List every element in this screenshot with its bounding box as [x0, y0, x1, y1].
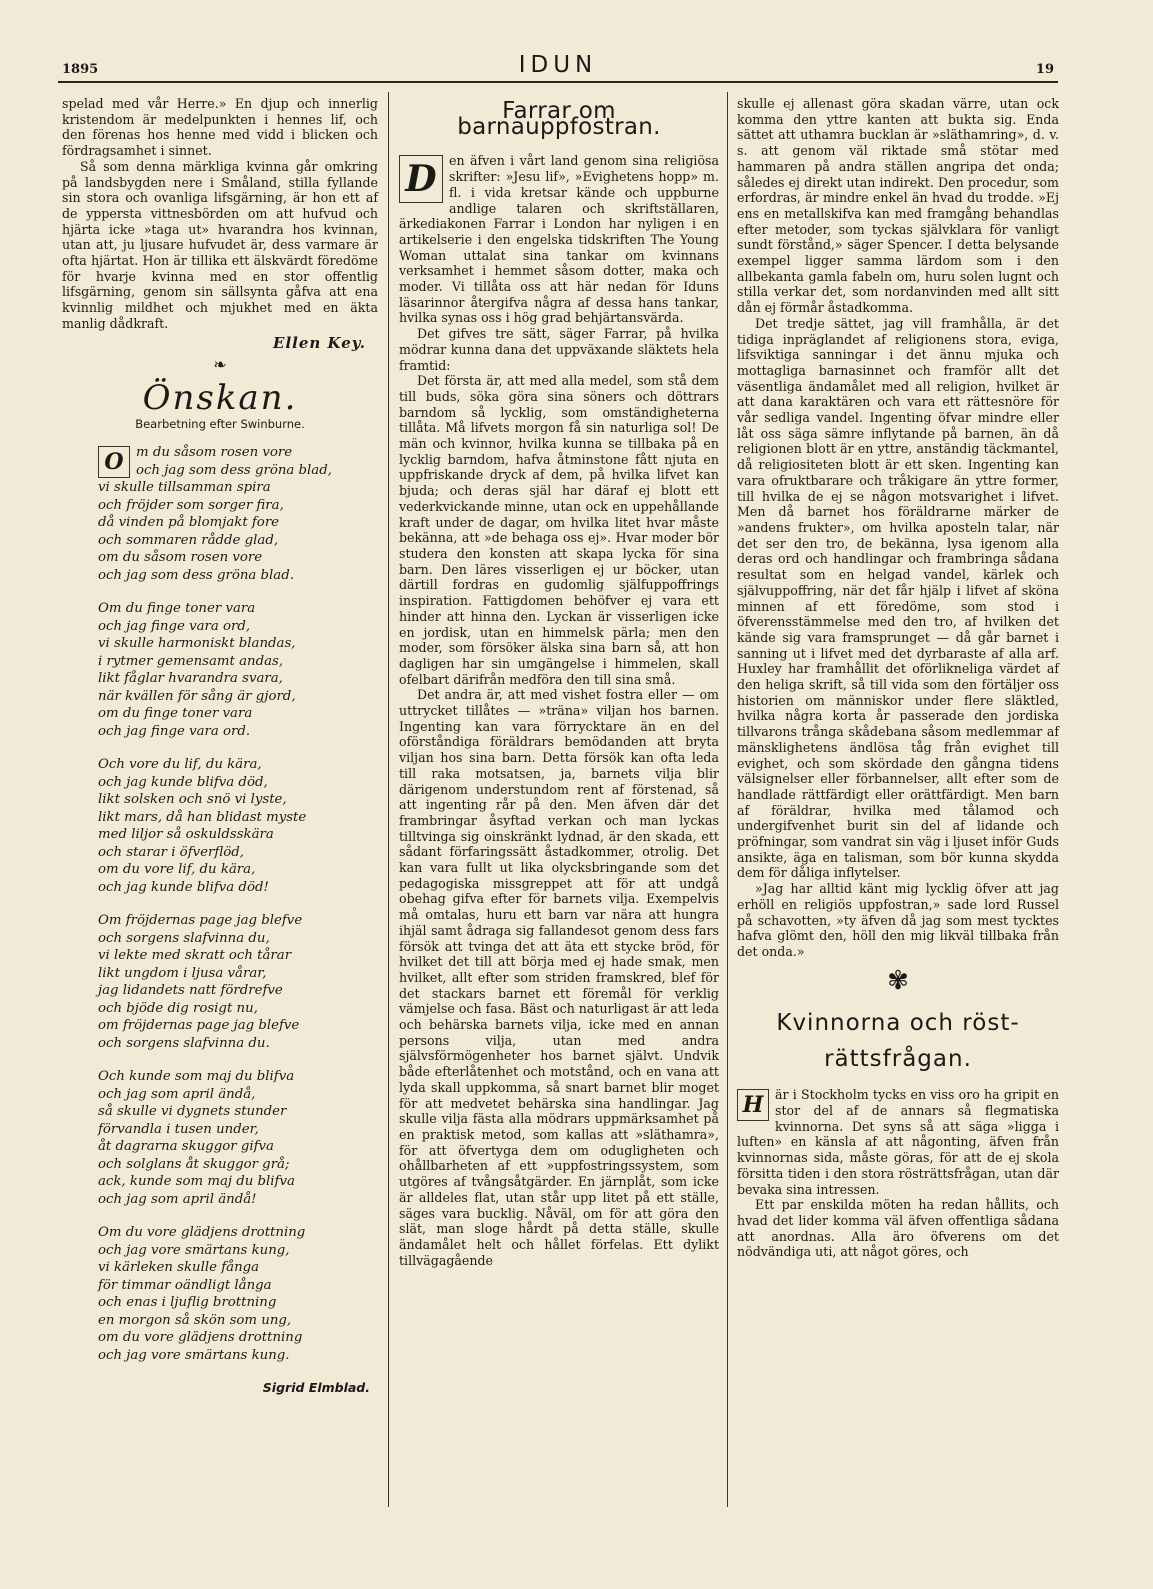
poem-line: och jag som dess gröna blad,: [136, 462, 332, 478]
poem-stanza: [98, 600, 378, 740]
poem-line: om du finge toner vara: [98, 706, 253, 722]
article-title-farrar: Farrar om barnauppfostran.: [457, 98, 661, 140]
poem-line: och jag som april ändå!: [98, 1191, 257, 1207]
header-year: 1895: [62, 62, 99, 77]
article-paragraph: Ett par enskilda möten ha redan hållits, och hvad det lider komma väl äfven offentliga sådana att anordnas. Alla äro öfverens om det nödvändiga uti, att något göres, och: [737, 1197, 1059, 1260]
poem-stanza: [98, 1224, 378, 1364]
poem-line: och jag som dess gröna blad.: [98, 567, 294, 583]
poem-stanza: [98, 912, 378, 1052]
poem-line: och jag finge vara ord,: [98, 618, 251, 634]
poem-line: och enas i ljuflig brottning: [98, 1295, 277, 1311]
header-rule: [58, 81, 1058, 83]
poem-line: Och vore du lif, du kära,: [98, 757, 262, 773]
column-3: [737, 96, 1059, 1260]
poem-line: likt solsken och snö vi lyste,: [98, 792, 287, 808]
poem-line: och bjöde dig rosigt nu,: [98, 1000, 258, 1016]
article-lead-paragraph: [737, 1087, 1059, 1197]
column-divider-right: [727, 92, 728, 1507]
article-paragraph: skulle ej allenast göra skadan värre, utan ock komma den yttre kanten att bukta sig. Enda sättet att uthamra bucklan är »släthamring», d. v. s. att genom väl riktade små stötar med hammaren på andra ställen angripa det onda; således ej direkt utan indirekt. Den procedur, som erfordras, är mindre enkel än hvad du trodde. »Ej ens en metallskifva kan med framgång behandlas efter metoder, som tyckas självklara för vanligt sundt förstånd,» säger Spencer. I detta belysande exempel ligger samma lärdom som i den allbekanta gamla fabeln om, huru solen lugnt och stilla verkar det, som nordanvinden med allt sitt dån ej förmår åstadkomma.: [737, 96, 1059, 316]
article-dropcap: D: [399, 155, 443, 203]
poem-line: och jag vore smärtans kung.: [98, 1347, 290, 1363]
poem-line: åt dagrarna skuggor gifva: [98, 1139, 274, 1155]
title-line: Kvinnorna och röst-: [776, 1010, 1020, 1037]
poem-line: då vinden på blomjakt fore: [98, 515, 280, 531]
article-paragraph: Det gifves tre sätt, säger Farrar, på hvilka mödrar kunna dana det uppväxande släktets hela framtid:: [399, 326, 719, 373]
lead-text: är i Stockholm tycks en viss oro ha gripit en stor del af de annars så flegmatiska kvinnorna. Det syns så att säga »ligga i luften» en känsla af att någonting, äfven från kvinnornas sida, måste göras, för att de ej skola försitta tiden i den stora rösträttsfrågan, utan där bevaka sina intressen.: [737, 1087, 1059, 1197]
article-paragraph: Det andra är, att med vishet fostra eller — om uttrycket tillåtes — »träna» viljan hos barnen. Ingenting kan vara förrycktare än en del oförståndiga föräldrars bemödanden att bryta viljan hos sina barn. Detta försök kan ofta leda till raka motsatsen, ja, barnets vilja blir därigenom understundom rent af förstenad, så att ingenting rår på den. Men äfven där det frambringar åsyftad verkan och man lyckas tilltvinga sig oinskränkt lydnad, är den skada, ett sådant förfaringssätt åstadkommer, otrolig. Det kan vara fullt ut lika olycksbringande som det pedagogiska missgreppet att för att undgå obehag gifva efter för barnets vilja. Exempelvis må omtalas, huru ett barn var nära att hungra ihjäl samt ådraga sig fallandesot genom dess fars försök att tvinga det att äta ett stycke bröd, för hvilket det till att börja med ej hade smak, men hvilket, allt efter som striden framskred, blef för det stackars barnet ett föremål för verklig vämjelse och fasa. Bäst och naturligast är att leda och behärska barnets vilja, icke med en annan persons vilja, utan med andra självsförmögenheter hos barnet självt. Undvik både efterlåtenhet och motstånd, och en vana att lyda skall uppkomma, så snart barnet blir moget för att medvetet behärska sina handlingar. Jag skulle vilja fästa alla mödrars uppmärksamhet på en praktisk metod, som kallas att »släthamra», för att öfvertyga dem om odugligheten och ohållbarheten af ett »uppfostringssystem, som utgöres af tvångsåtgärder. En järnplåt, som icke är alldeles flat, utan står upp litet på ett ställe, säges vara bucklig. Nåväl, om för att göra den slät, man sloge hårdt på detta ställe, skulle ändamålet helt och hållet förfelas. Ett dylikt tillvägagående: [399, 687, 719, 1268]
poem-line: vi skulle tillsamman spira: [98, 480, 271, 496]
page-header: [58, 52, 1058, 82]
poem-line: om du såsom rosen vore: [98, 550, 263, 566]
poem-stanza: [98, 1068, 378, 1208]
intro-paragraph: spelad med vår Herre.» En djup och innerlig kristendom är medelpunkten i hennes lif, och den förenas hos henne med vidd i blicken och fördragsamhet i sinnet.: [62, 96, 378, 159]
poem-line: om du vore glädjens drottning: [98, 1330, 303, 1346]
poem-line: med liljor så oskuldsskära: [98, 827, 274, 843]
poem-line: m du såsom rosen vore: [136, 445, 293, 461]
fleuron-ornament-icon: ❧: [213, 355, 227, 375]
poem-line: likt fåglar hvarandra svara,: [98, 671, 283, 687]
column-divider-left: [388, 92, 389, 1507]
poem-line: och sorgens slafvinna du.: [98, 1035, 270, 1051]
poem-line: en morgon så skön som ung,: [98, 1312, 292, 1328]
poem-line: och jag vore smärtans kung,: [98, 1242, 290, 1258]
poem-stanza: [98, 444, 378, 584]
poem-title: Önskan.: [142, 377, 298, 418]
poem-dropcap: O: [98, 446, 130, 478]
lead-text: en äfven i vårt land genom sina religiösa skrifter: »Jesu lif», »Evighetens hopp» m. fl. i vida kretsar kände och uppburne andlige talaren och skriftställaren, ärkediakonen Farrar i London har nyligen i en artikelserie i den engelska tidskriften The Young Woman uttalat sina tankar om kvinnans verksamhet i hemmet såsom dotter, maka och moder. Vi tillåta oss att här nedan för Iduns läsarinnor återgifva några af dessa hans tankar, hvilka synas oss i hög grad behjärtansvärda.: [399, 153, 719, 326]
poem-line: om du vore lif, du kära,: [98, 862, 256, 878]
floral-ornament-icon: ✾: [887, 965, 909, 996]
poem-stanza: [98, 756, 378, 896]
header-page-number: 19: [1035, 62, 1054, 77]
article-dropcap: H: [737, 1089, 769, 1121]
poem-line: och fröjder som sorger fira,: [98, 497, 284, 513]
ellen-key-signature: Ellen Key.: [273, 333, 366, 352]
poem-line: och jag som april ändå,: [98, 1086, 256, 1102]
poem-line: och jag kunde blifva död,: [98, 774, 268, 790]
poem-line: och solglans åt skuggor grå;: [98, 1156, 290, 1172]
poem-line: och sorgens slafvinna du,: [98, 930, 270, 946]
poem-line: vi kärleken skulle fånga: [98, 1260, 260, 1276]
poem-signature: Sigrid Elmblad.: [262, 1380, 370, 1396]
poem-line: vi lekte med skratt och tårar: [98, 948, 292, 964]
title-line: rättsfrågan.: [824, 1046, 972, 1073]
poem-line: Och kunde som maj du blifva: [98, 1069, 295, 1085]
poem-line: och jag finge vara ord.: [98, 723, 251, 739]
poem-subtitle: Bearbetning efter Swinburne.: [135, 416, 305, 431]
poem-line: om fröjdernas page jag blefve: [98, 1018, 300, 1034]
poem-line: och jag kunde blifva död!: [98, 879, 269, 895]
column-1: [62, 96, 378, 1396]
poem-line: likt mars, då han blidast myste: [98, 809, 307, 825]
intro-paragraph: Så som denna märkliga kvinna går omkring på landsbygden nere i Småland, stilla fyllande sin stora och ovanliga lifsgärning, är hon ett af de yppersta vittnesbörden om att hufvud och hjärta icke »taga ut» hvarandra hos kvinnan, utan att, ju ljusare hufvudet är, dess varmare är ofta hjärtat. Hon är tillika ett älskvärdt föredöme för hvarje kvinna med en stor offentlig lifsgärning, genom sin sällsynta gåfva att ena kvinnlig mildhet och mjukhet med en äkta manlig dådkraft.: [62, 158, 378, 331]
poem-line: Om du vore glädjens drottning: [98, 1225, 306, 1241]
poem-line: vi skulle harmoniskt blandas,: [98, 636, 296, 652]
poem-line: jag lidandets natt fördrefve: [98, 983, 283, 999]
poem-line: i rytmer gemensamt andas,: [98, 653, 284, 669]
article-paragraph: Det tredje sättet, jag vill framhålla, är det tidiga inpräglandet af religionens stora, eviga, lifsviktiga sanningar i det ännu mjuka och mottagliga barnasinnet och framför allt det väsentliga ändamålet med all religion, hvilket är att dana karaktären och vara ett rättesnöre för vår sedliga vandel. Ingenting öfvar mindre eller låt oss säga sämre inflytande på barnen, än då religionen blott är en yttre, anständig täckmantel, då religiositeten blott är ett sken. Ingenting kan vara ofruktbarare och tråkigare än yttre former, till hvilka de ej se någon motsvarighet i lifvet. Men då barnet hos föräldrarne märker de »andens frukter», om hvilka aposteln talar, när det ser den tro, de bekänna, lysa igenom alla deras ord och handlingar och frambringa sådana resultat som en helgad vandel, kärlek och självuppoffring, när det får hjälp i lifvet af sköna minnen af ett föredöme, som stod i öfverensstämmelse med den tro, af hvilken det kände sig vara framsprunget — då går barnet i sanning ut i lifvet med det dyrbaraste af alla arf. Huxley har framhållit det oförlikneliga värdet af den heliga skrift, så till vida som den förtäljer oss historien om människor under flere släktled, hvilka några korta år passerade den jordiska tillvarons trånga skådebana såsom medlemmar af mänsklighetens ändlösa tåg från evighet till evighet, och som skördade den gångna tidens välsignelser eller förbannelser, allt efter som de handlade rättfärdigt eller orättfärdigt. Men barn af föräldrar, hvilka med tålamod och undergifvenhet burit sin del af lidande och pröfningar, som vandrat sin väg i ljuset inför Guds ansikte, äga en talisman, som bör kunna skydda dem för dåliga inflytelser.: [737, 315, 1059, 881]
article-paragraph: Det första är, att med alla medel, som stå dem till buds, söka göra sina söners och döttrars barndom så lycklig, som omständigheterna tillåta. Må lifvets morgon få sin naturliga sol! De män och kvinnor, hvilka kunna se tillbaka på en lycklig barndom, hafva åtminstone fått njuta en uppfriskande dryck af dem, på hvilka lifvet kan bjuda; och deras själ har däraf ej blott ett vederkvickande minne, utan ock en uppehållande kraft under de dagar, om hvilka litet hvar måste bekänna, att »de behaga oss ej». Hvar moder bör studera den konsten att skapa lycka för sina barn. Den läres visserligen ej ur böcker, utan därtill fordras en gudomlig själfuppoffrings inspiration. Fattigdomen behöfver ej vara ett hinder att hinna den. Lyckan är visserligen icke en jordisk, utan en himmelsk pärla; men den moder, som försöker älska sina barn så, att hon dagligen har sin umgängelse i himmelen, skall ofelbart därifrån medföra den till sina små.: [399, 373, 719, 687]
poem-line: för timmar oändligt långa: [98, 1277, 272, 1293]
poem-line: när kvällen för sång är gjord,: [98, 688, 296, 704]
poem-line: Om fröjdernas page jag blefve: [98, 913, 303, 929]
poem-line: likt ungdom i ljusa vårar,: [98, 965, 267, 981]
poem-line: ack, kunde som maj du blifva: [98, 1174, 295, 1190]
poem-line: och starar i öfverflöd,: [98, 844, 244, 860]
poem-line: så skulle vi dygnets stunder: [98, 1104, 287, 1120]
column-2: [399, 96, 719, 1268]
article-title-rostratt: [737, 1005, 1059, 1077]
article-lead-paragraph: [399, 153, 719, 326]
poem-line: förvandla i tusen under,: [98, 1121, 259, 1137]
article-paragraph: »Jag har alltid känt mig lycklig öfver att jag erhöll en religiös uppfostran,» sade lord Russel på schavotten, »ty äfven då jag som mest tycktes hafva glömt den, höll den mig likväl tillbaka från det onda.»: [737, 881, 1059, 959]
poem-line: och sommaren rådde glad,: [98, 532, 279, 548]
poem-line: Om du finge toner vara: [98, 601, 256, 617]
header-title: IDUN: [518, 52, 598, 78]
